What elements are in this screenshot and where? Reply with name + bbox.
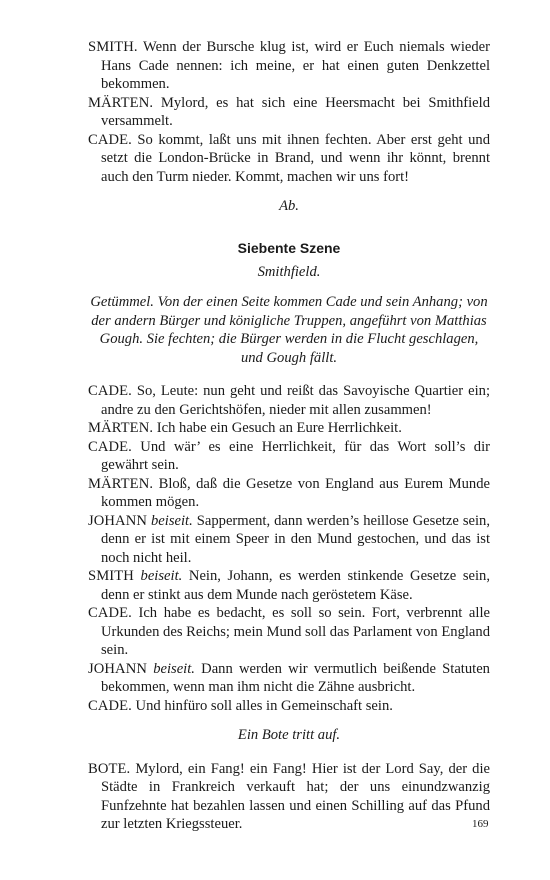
speech-johann xyxy=(88,660,490,697)
speaker-name: CADE. xyxy=(88,605,132,621)
speech-smith xyxy=(88,38,490,94)
speech-maerten xyxy=(88,94,490,131)
speech-text: Ich habe es bedacht, es soll so sein. Fort, verbrennt alle Urkunden des Reichs; mein Mund soll das Parlament von England sein. xyxy=(101,605,490,658)
speaker-name: MÄRTEN. xyxy=(88,420,154,436)
speech-cade xyxy=(88,438,490,475)
speech-text: Sapperment, dann werden’s heillose Gesetze sein, denn er ist mit einem Speer in den Mund gestochen, und das ist noch nicht heil. xyxy=(101,512,490,566)
speech-text: Mylord, es hat sich eine Heersmacht bei Smithfield versammelt. xyxy=(101,94,490,129)
dialogue-block-1 xyxy=(88,38,490,186)
speech-johann xyxy=(88,512,490,568)
speech-bote xyxy=(88,760,490,834)
dialogue-block-2 xyxy=(88,382,490,715)
speaker-name: BOTE. xyxy=(88,760,131,777)
speaker-name: JOHANN xyxy=(88,512,147,529)
speaker-name: SMITH. xyxy=(88,39,138,55)
speech-smith xyxy=(88,567,490,604)
aside-direction: beiseit. xyxy=(146,512,193,529)
exit-direction: Ab. xyxy=(279,198,299,214)
speech-cade xyxy=(88,382,490,419)
speaker-name: CADE. xyxy=(88,131,132,148)
speech-text: Ich habe ein Gesuch an Eure Herrlichkeit. xyxy=(153,420,402,436)
speech-text: Wenn der Bursche klug ist, wird er Euch niemals wieder Hans Cade nennen: ich meine, er hat einen guten Denkzettel bekommen. xyxy=(101,39,490,92)
speech-cade xyxy=(88,697,490,716)
page-number: 169 xyxy=(472,818,489,830)
aside-direction: beiseit. xyxy=(146,660,195,677)
speech-cade xyxy=(88,604,490,660)
speech-text: Bloß, daß die Gesetze von England aus Eurem Munde kommen mögen. xyxy=(101,475,490,510)
speaker-name: JOHANN xyxy=(88,660,147,677)
speaker-name: CADE. xyxy=(88,697,132,714)
scene-description: Getümmel. Von der einen Seite kommen Cade und sein Anhang; von der andern Bürger und königliche Truppen, angeführt von Matthias Gough. Sie fechten; die Bürger werden in die Flucht geschlagen, und Gough fällt. xyxy=(90,294,488,366)
speech-maerten xyxy=(88,475,490,512)
speech-text: Und hinfüro soll alles in Gemeinschaft sein. xyxy=(131,697,393,714)
scene-location: Smithfield. xyxy=(257,263,321,280)
aside-direction: beiseit. xyxy=(133,568,183,584)
speech-text: Nein, Johann, es werden stinkende Gesetze sein, denn er stinkt aus dem Munde nach geröstetem Käse. xyxy=(101,568,490,603)
entrance-direction: Ein Bote tritt auf. xyxy=(237,727,341,743)
speech-text: So, Leute: nun geht und reißt das Savoyische Quartier ein; andre zu den Gerichtshöfen, nieder mit allen zusammen! xyxy=(101,383,490,418)
speech-maerten xyxy=(88,419,490,438)
book-page xyxy=(88,38,490,834)
speaker-name: CADE. xyxy=(88,438,132,455)
speech-text: Mylord, ein Fang! ein Fang! Hier ist der Lord Say, der die Städte in Frankreich verkauft hat; der uns einundzwanzig Funfzehnte hat bezahlen lassen und einen Schilling auf das Pfund zur letzten Kriegssteuer. xyxy=(101,760,490,832)
speech-text: Und wär’ es eine Herrlichkeit, für das Wort soll’s dir gewährt sein. xyxy=(101,438,490,473)
speaker-name: CADE. xyxy=(88,383,132,399)
scene-title: Siebente Szene xyxy=(237,239,341,256)
speech-text: Dann werden wir vermutlich beißende Statuten bekommen, wenn man ihm nicht die Zähne ausbricht. xyxy=(101,660,490,695)
dialogue-block-3 xyxy=(88,760,490,834)
speech-cade xyxy=(88,131,490,187)
speech-text: So kommt, laßt uns mit ihnen fechten. Aber erst geht und setzt die London-Brücke in Brand, und wenn ihr könnt, brennt auch den Turm nieder. Kommt, machen wir uns fort! xyxy=(101,131,490,185)
speaker-name: MÄRTEN. xyxy=(88,94,154,111)
speaker-name: SMITH xyxy=(88,568,134,584)
speaker-name: MÄRTEN. xyxy=(88,475,154,492)
